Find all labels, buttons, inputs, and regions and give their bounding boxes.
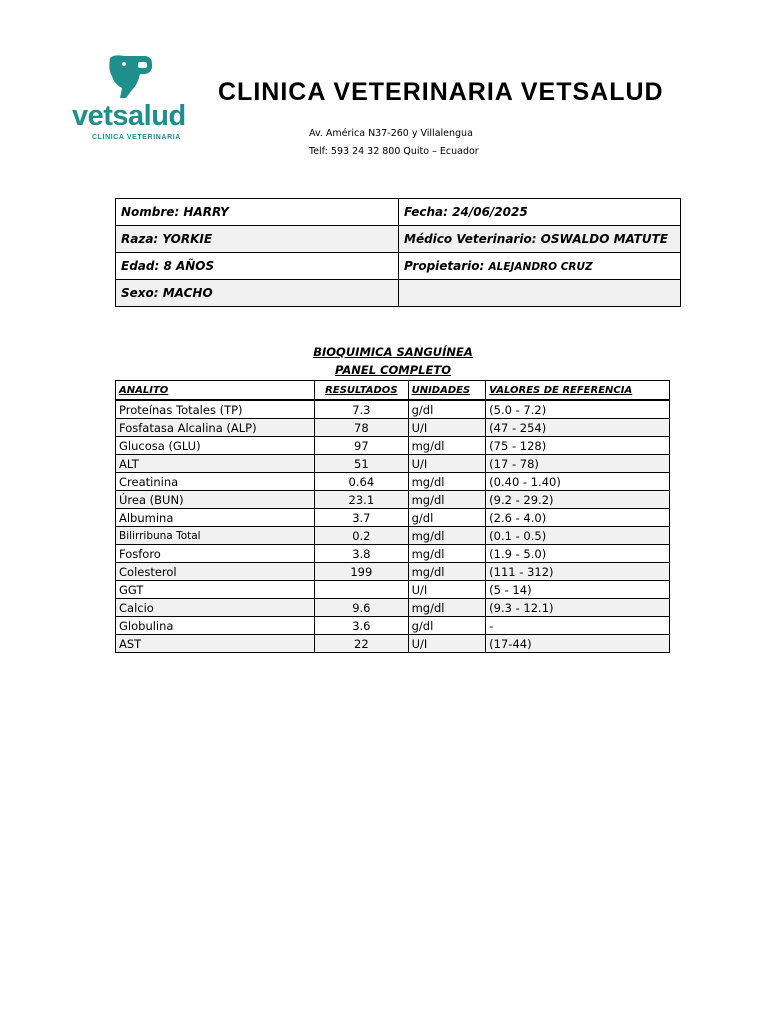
result-cell: 23.1 — [315, 491, 409, 509]
unit-cell: mg/dl — [408, 473, 486, 491]
unit-cell: U/I — [408, 581, 486, 599]
result-cell: 7.3 — [315, 400, 409, 419]
patient-age: Edad: 8 AÑOS — [116, 253, 399, 280]
result-cell: 3.7 — [315, 509, 409, 527]
table-row — [116, 581, 670, 599]
clinic-phone: Telf: 593 24 32 800 Quito – Ecuador — [309, 146, 479, 157]
analyte-cell: ALT — [116, 455, 315, 473]
report-subtitle: PANEL COMPLETO — [335, 363, 451, 377]
unit-cell: mg/dl — [408, 491, 486, 509]
table-row — [116, 635, 670, 653]
unit-cell: mg/dl — [408, 545, 486, 563]
reference-cell: (75 - 128) — [486, 437, 670, 455]
result-cell: 97 — [315, 437, 409, 455]
result-cell: 22 — [315, 635, 409, 653]
table-row — [116, 419, 670, 437]
analyte-cell: Bilirribuna Total — [116, 527, 315, 545]
patient-info-table — [115, 198, 681, 307]
result-cell: 3.8 — [315, 545, 409, 563]
clinic-logo — [68, 54, 198, 148]
reference-cell: (2.6 - 4.0) — [486, 509, 670, 527]
analyte-cell: Calcio — [116, 599, 315, 617]
table-row — [116, 455, 670, 473]
result-cell: 199 — [315, 563, 409, 581]
analyte-cell: Globulina — [116, 617, 315, 635]
empty-cell — [399, 280, 681, 307]
patient-row — [116, 280, 681, 307]
reference-cell: - — [486, 617, 670, 635]
unit-cell: mg/dl — [408, 437, 486, 455]
table-row — [116, 617, 670, 635]
reference-cell: (5 - 14) — [486, 581, 670, 599]
unit-cell: U/I — [408, 635, 486, 653]
patient-name: Nombre: HARRY — [116, 199, 399, 226]
header-results: RESULTADOS — [315, 381, 409, 401]
unit-cell: g/dl — [408, 509, 486, 527]
result-cell: 0.2 — [315, 527, 409, 545]
unit-cell: g/dl — [408, 400, 486, 419]
result-cell: 0.64 — [315, 473, 409, 491]
dog-logo-icon — [104, 54, 156, 100]
analyte-cell: Úrea (BUN) — [116, 491, 315, 509]
owner-label: Propietario: — [404, 259, 485, 273]
header-analyte: ANALITO — [116, 381, 315, 401]
logo-subtitle: CLÍNICA VETERINARIA — [92, 134, 181, 141]
analyte-cell: Glucosa (GLU) — [116, 437, 315, 455]
analyte-cell: AST — [116, 635, 315, 653]
analyte-cell: Albumina — [116, 509, 315, 527]
table-row — [116, 599, 670, 617]
result-cell: 3.6 — [315, 617, 409, 635]
owner-name: ALEJANDRO CRUZ — [488, 261, 593, 273]
patient-row — [116, 253, 681, 280]
unit-cell: U/I — [408, 419, 486, 437]
reference-cell: (1.9 - 5.0) — [486, 545, 670, 563]
result-cell: 9.6 — [315, 599, 409, 617]
veterinarian: Médico Veterinario: OSWALDO MATUTE — [399, 226, 681, 253]
unit-cell: mg/dl — [408, 563, 486, 581]
table-row — [116, 473, 670, 491]
reference-cell: (0.40 - 1.40) — [486, 473, 670, 491]
analyte-cell: Proteínas Totales (TP) — [116, 400, 315, 419]
result-cell: 78 — [315, 419, 409, 437]
table-row — [116, 509, 670, 527]
table-header — [116, 381, 670, 401]
clinic-title: CLINICA VETERINARIA VETSALUD — [218, 78, 664, 106]
report-title: BIOQUIMICA SANGUÍNEA — [313, 345, 473, 359]
biochemistry-table — [115, 380, 670, 653]
analyte-cell: Creatinina — [116, 473, 315, 491]
header-reference: VALORES DE REFERENCIA — [486, 381, 670, 401]
logo-wordmark: vetsalud — [72, 100, 186, 132]
table-row — [116, 545, 670, 563]
patient-row — [116, 226, 681, 253]
reference-cell: (17 - 78) — [486, 455, 670, 473]
table-row — [116, 437, 670, 455]
clinic-address: Av. América N37-260 y Villalengua — [309, 128, 473, 139]
analyte-cell: Fosforo — [116, 545, 315, 563]
result-cell — [315, 581, 409, 599]
reference-cell: (17-44) — [486, 635, 670, 653]
report-date: Fecha: 24/06/2025 — [399, 199, 681, 226]
table-row — [116, 491, 670, 509]
header-units: UNIDADES — [408, 381, 486, 401]
unit-cell: U/I — [408, 455, 486, 473]
unit-cell: g/dl — [408, 617, 486, 635]
unit-cell: mg/dl — [408, 599, 486, 617]
analyte-cell: Colesterol — [116, 563, 315, 581]
table-row — [116, 400, 670, 419]
result-cell: 51 — [315, 455, 409, 473]
table-row — [116, 563, 670, 581]
analyte-cell: GGT — [116, 581, 315, 599]
analyte-cell: Fosfatasa Alcalina (ALP) — [116, 419, 315, 437]
reference-cell: (111 - 312) — [486, 563, 670, 581]
reference-cell: (9.3 - 12.1) — [486, 599, 670, 617]
unit-cell: mg/dl — [408, 527, 486, 545]
table-row — [116, 527, 670, 545]
patient-sex: Sexo: MACHO — [116, 280, 399, 307]
patient-breed: Raza: YORKIE — [116, 226, 399, 253]
patient-row — [116, 199, 681, 226]
reference-cell: (0.1 - 0.5) — [486, 527, 670, 545]
owner — [399, 253, 681, 280]
reference-cell: (9.2 - 29.2) — [486, 491, 670, 509]
reference-cell: (5.0 - 7.2) — [486, 400, 670, 419]
reference-cell: (47 - 254) — [486, 419, 670, 437]
